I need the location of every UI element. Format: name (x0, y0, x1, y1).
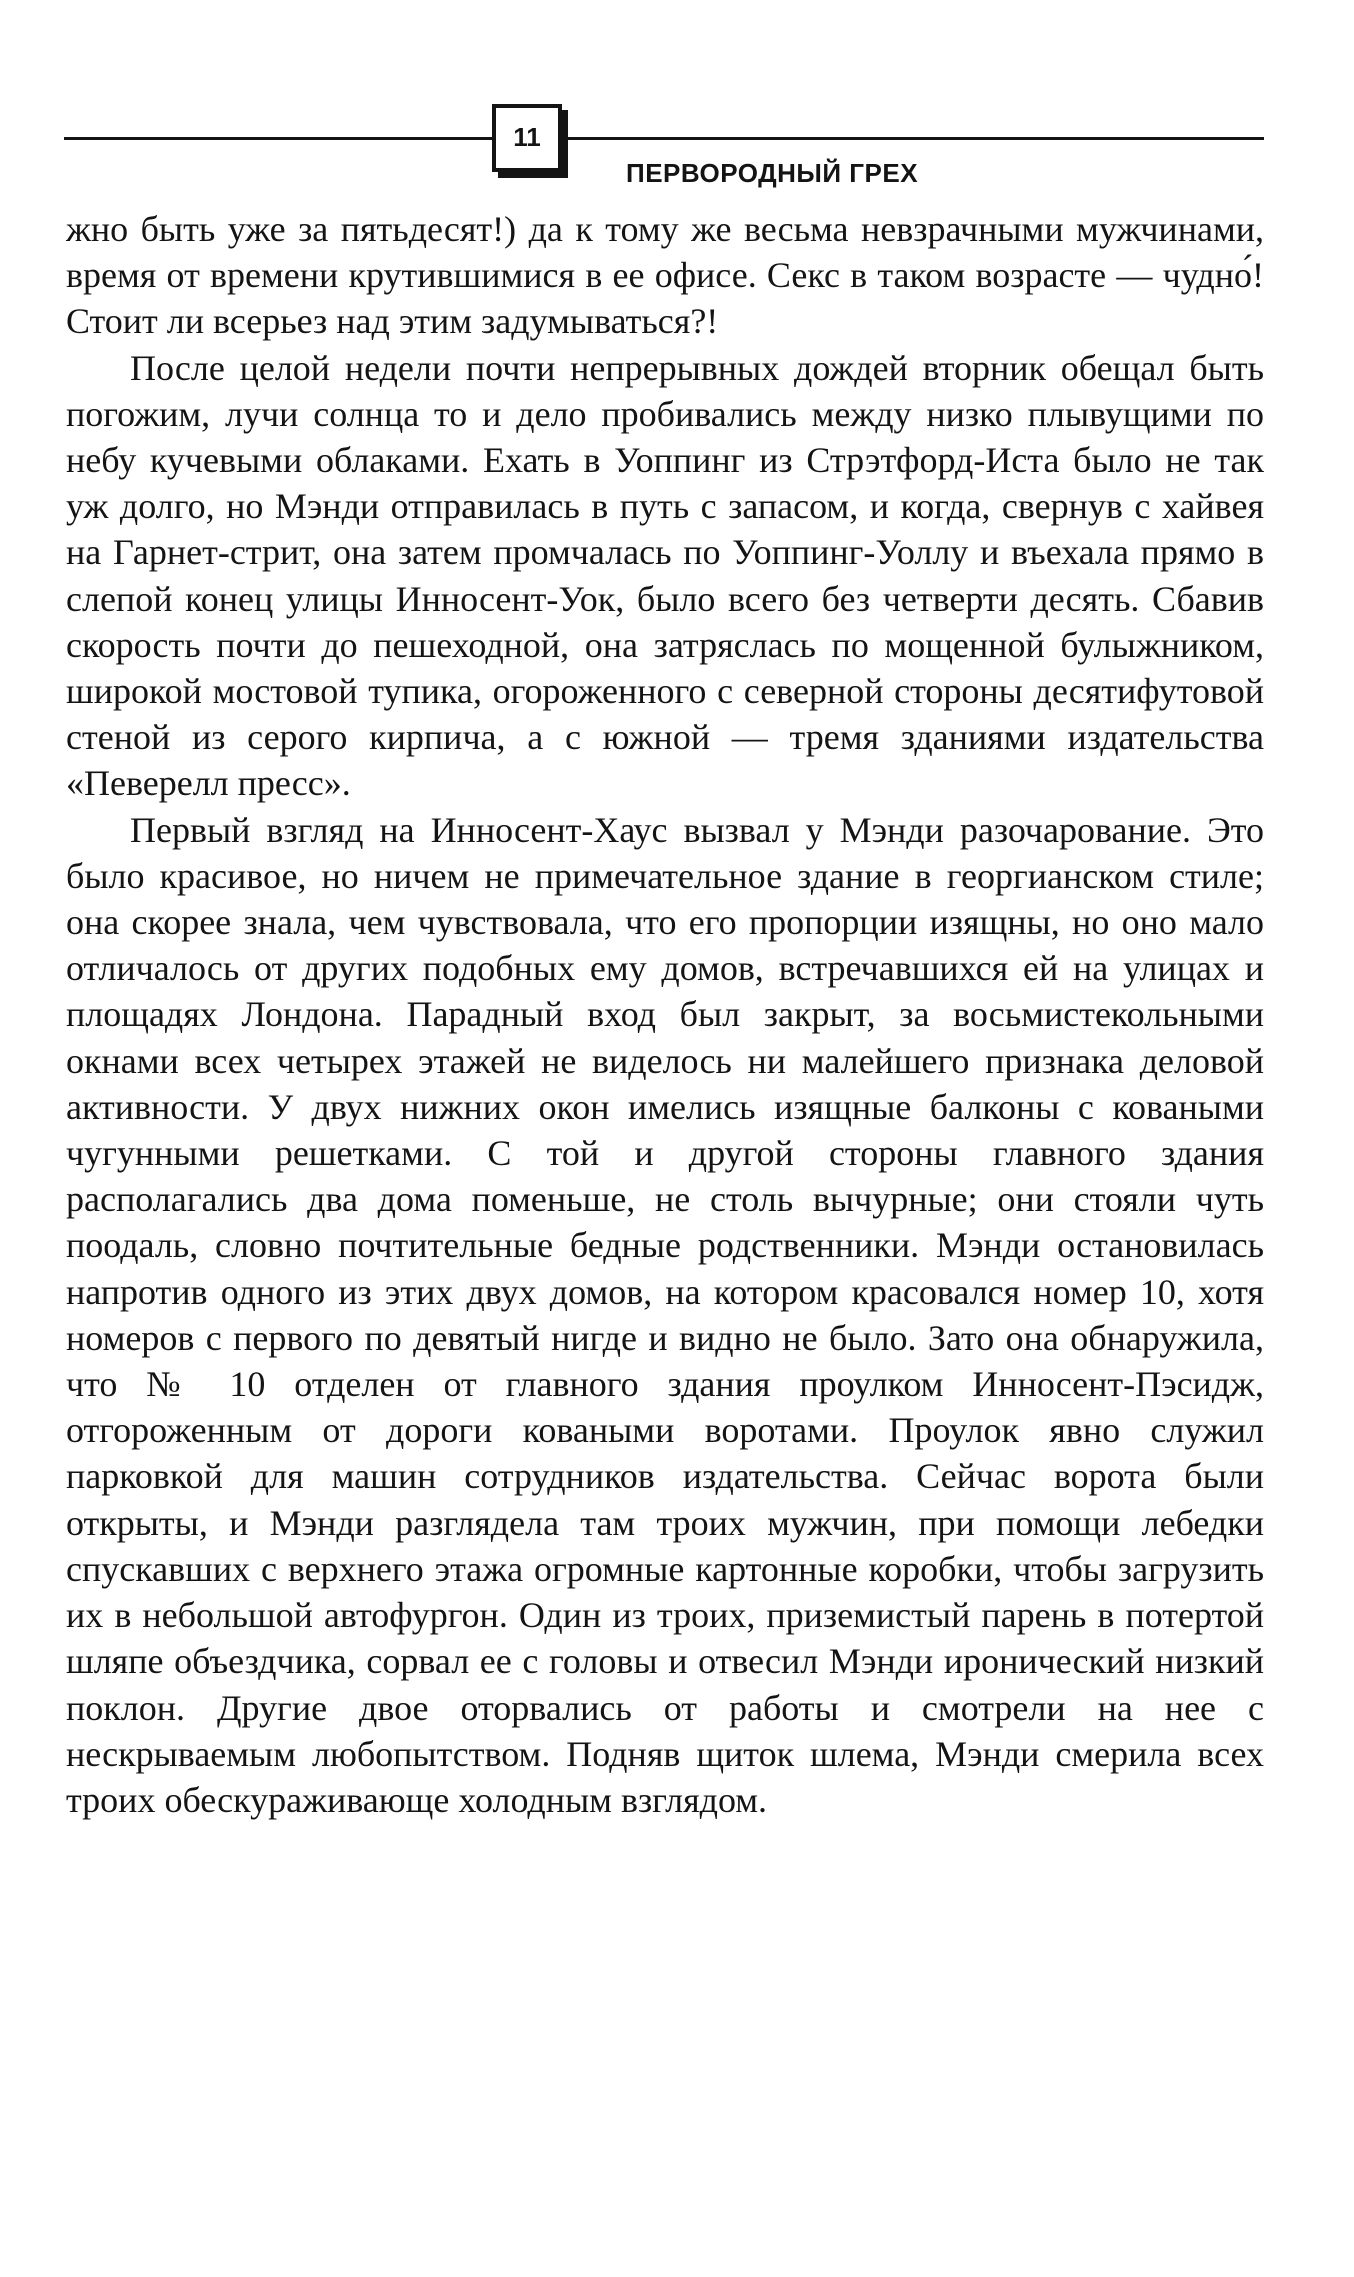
page-number: 11 (513, 122, 541, 152)
paragraph: После целой недели почти непрерывных дождей вторник обещал быть погожим, лучи солнца то и дело пробивались между низко плывущими по небу кучевыми облаками. Ехать в Уоппинг из Стрэтфорд-Иста было не так уж долго, но Мэнди отправилась в путь с запасом, и когда, свернув с хайвея на Гарнет-стрит, она затем промчалась по Уоппинг-Уоллу и въехала прямо в слепой конец улицы Инносент-Уок, было всего без четверти десять. Сбавив скорость почти до пешеходной, она затряслась по мощенной булыжником, широкой мостовой тупика, огороженного с северной стороны десятифутовой стеной из серого кирпича, а с южной — тремя зданиями издательства «Певерелл пресс». (66, 347, 1264, 804)
header-rule-right (566, 137, 1264, 140)
paragraph-continued: жно быть уже за пятьдесят!) да к тому же весьма невзрачными мужчинами, время от времени крутившимися в ее офисе. Секс в таком возрасте — чудно́! Стоит ли всерьез над этим задумываться?! (66, 209, 1264, 342)
page-number-box (492, 104, 562, 172)
body-text (66, 206, 1264, 1823)
running-title: ПЕРВОРОДНЫЙ ГРЕХ (626, 158, 919, 188)
header-rule-left (64, 137, 492, 140)
paragraph: Первый взгляд на Инносент-Хаус вызвал у Мэнди разочарование. Это было красивое, но ничем не примечательное здание в георгианском стиле; она скорее знала, чем чувствовала, что его пропорции изящны, но оно мало отличалось от других подобных ему домов, встречавшихся ей на улицах и площадях Лондона. Парадный вход был закрыт, за восьмистекольными окнами всех четырех этажей не виделось ни малейшего признака деловой активности. У двух нижних окон имелись изящные балконы с коваными чугунными решетками. С той и другой стороны главного здания располагались два дома поменьше, не столь вычурные; они стояли чуть поодаль, словно почтительные бедные родственники. Мэнди остановилась напротив одного из этих двух домов, на котором красовался номер 10, хотя номеров с первого по девятый нигде и видно не было. Зато она обнаружила, что № 10 отделен от главного здания проулком Инносент-Пэсидж, отгороженным от дороги коваными воротами. Проулок явно служил парковкой для машин сотрудников издательства. Сейчас ворота были открыты, и Мэнди разглядела там троих мужчин, при помощи лебедки спускавших с верхнего этажа огромные картонные коробки, чтобы загрузить их в небольшой автофургон. Один из троих, приземистый парень в потертой шляпе объездчика, сорвал ее с головы и отвесил Мэнди иронический низкий поклон. Другие двое оторвались от работы и смотрели на нее с нескрываемым любопытством. Подняв щиток шлема, Мэнди смерила всех троих обескураживающе холодным взглядом. (66, 809, 1264, 1820)
